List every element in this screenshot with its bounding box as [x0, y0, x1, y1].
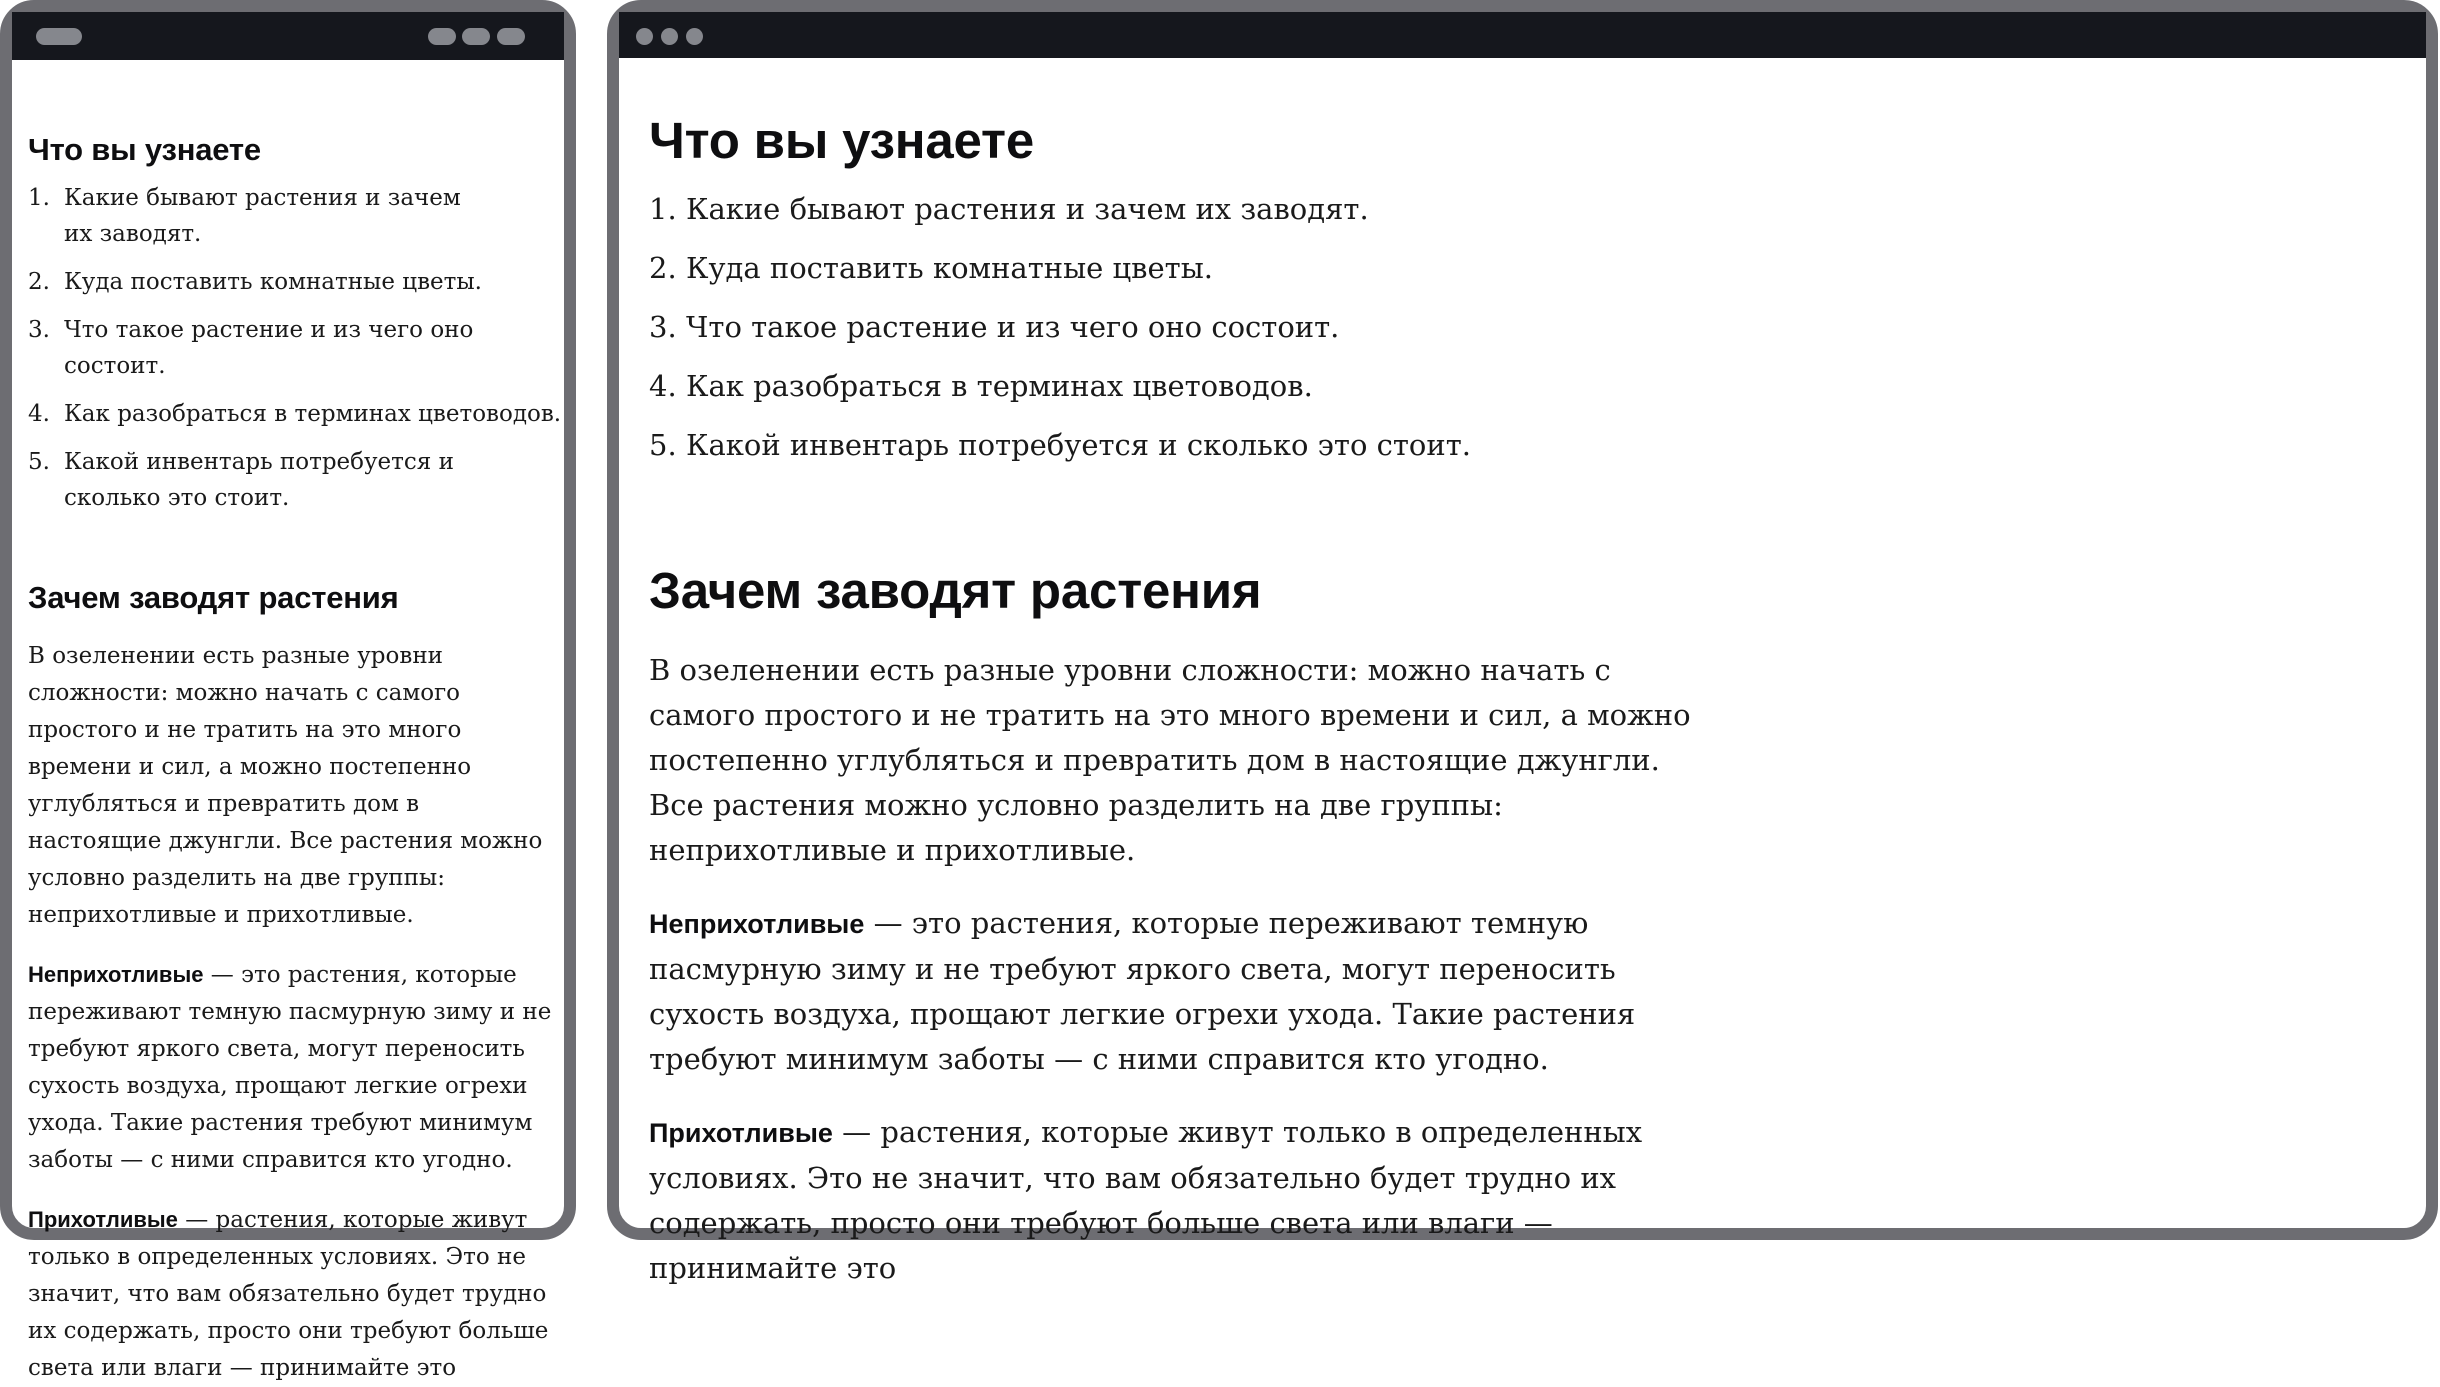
easy-text: — это растения, которые переживают темную пасмурную зиму и не требуют яркого света, могут переносить сухость воздуха, прощают легкие огрехи ухода. Такие растения требуют минимум заботы — с ними справится кто угодно.	[649, 906, 1636, 1076]
list-item-text: Как разобраться в терминах цветоводов.	[64, 401, 562, 427]
list-item-text: Что такое растение и из чего оно состоит.	[686, 310, 1340, 344]
menu-pill-icon[interactable]	[36, 28, 82, 45]
list-number: 2.	[28, 269, 50, 295]
mobile-preview-frame	[0, 0, 576, 1381]
browser-title-bar	[619, 12, 2426, 58]
easy-text: — это растения, которые переживают темную пасмурную зиму и не требуют яркого света, могут переносить сухость воздуха, прощают легкие огрехи ухода. Такие растения требуют минимум заботы — с ними справится кто угодно.	[28, 962, 552, 1173]
control-pill-icon[interactable]	[428, 28, 456, 45]
list-item-text: Какой инвентарь потребуется и сколько это стоит.	[64, 449, 454, 511]
list-item-text: Куда поставить комнатные цветы.	[64, 269, 482, 295]
why-heading: Зачем заводят растения	[649, 562, 1262, 619]
window-control-dot-icon[interactable]	[636, 28, 653, 45]
learn-list	[28, 180, 562, 516]
list-number: 1.	[28, 185, 50, 211]
hard-plants-paragraph	[649, 1110, 1719, 1291]
control-pill-icon[interactable]	[497, 28, 525, 45]
list-item	[649, 363, 1849, 409]
control-pill-icon[interactable]	[462, 28, 490, 45]
learn-list	[649, 186, 1849, 468]
why-heading: Зачем заводят растения	[28, 580, 399, 615]
desktop-preview-frame	[607, 0, 2438, 1285]
easy-term: Неприхотливые	[28, 962, 204, 987]
list-item	[649, 304, 1849, 350]
list-item	[649, 186, 1849, 232]
easy-plants-paragraph	[28, 956, 553, 1179]
list-number: 5.	[28, 449, 50, 475]
hard-text: — растения, которые живут только в определенных условиях. Это не значит, что вам обязательно будет трудно их содержать, просто они требуют больше света или влаги — принимайте это	[28, 1207, 549, 1381]
list-number: 5.	[649, 428, 677, 462]
hard-term: Прихотливые	[28, 1207, 178, 1232]
window-control-dot-icon[interactable]	[661, 28, 678, 45]
list-item	[28, 264, 553, 300]
list-item-text: Какие бывают растения и зачем их заводят.	[686, 192, 1369, 226]
easy-term: Неприхотливые	[649, 909, 865, 939]
list-number: 2.	[649, 251, 677, 285]
list-item	[649, 422, 1849, 468]
window-control-dot-icon[interactable]	[686, 28, 703, 45]
list-item	[28, 312, 553, 384]
list-number: 3.	[28, 317, 50, 343]
list-item	[28, 444, 553, 516]
desktop-article	[649, 60, 1849, 1291]
list-item-text: Какие бывают растения и зачем их заводят.	[64, 185, 461, 247]
list-item	[649, 245, 1849, 291]
intro-paragraph: В озеленении есть разные уровни сложности: можно начать с самого простого и не тратить на это много времени и сил, а можно постепенно углубляться и превратить дом в настоящие джунгли. Все растения можно условно разделить на две группы: неприхотливые и прихотливые.	[28, 643, 543, 928]
list-number: 4.	[28, 401, 50, 427]
learn-heading: Что вы узнаете	[28, 132, 261, 167]
mobile-article	[28, 86, 562, 1387]
list-item	[28, 396, 562, 432]
list-item-text: Какой инвентарь потребуется и сколько это стоит.	[686, 428, 1471, 462]
list-number: 3.	[649, 310, 677, 344]
hard-text: — растения, которые живут только в определенных условиях. Это не значит, что вам обязательно будет трудно их содержать, просто они требуют больше света или влаги — принимайте это	[649, 1115, 1643, 1285]
list-item-text: Как разобраться в терминах цветоводов.	[686, 369, 1313, 403]
list-item-text: Куда поставить комнатные цветы.	[686, 251, 1214, 285]
easy-plants-paragraph	[649, 901, 1719, 1082]
list-number: 4.	[649, 369, 677, 403]
hard-term: Прихотливые	[649, 1118, 833, 1148]
mobile-status-bar	[12, 12, 564, 60]
list-item	[28, 180, 553, 252]
hard-plants-paragraph	[28, 1201, 553, 1387]
intro-paragraph: В озеленении есть разные уровни сложности: можно начать с самого простого и не тратить на это много времени и сил, а можно постепенно углубляться и превратить дом в настоящие джунгли. Все растения можно условно разделить на две группы: неприхотливые и прихотливые.	[649, 653, 1691, 867]
list-item-text: Что такое растение и из чего оно состоит.	[64, 317, 474, 379]
learn-heading: Что вы узнаете	[649, 112, 1034, 169]
list-number: 1.	[649, 192, 677, 226]
